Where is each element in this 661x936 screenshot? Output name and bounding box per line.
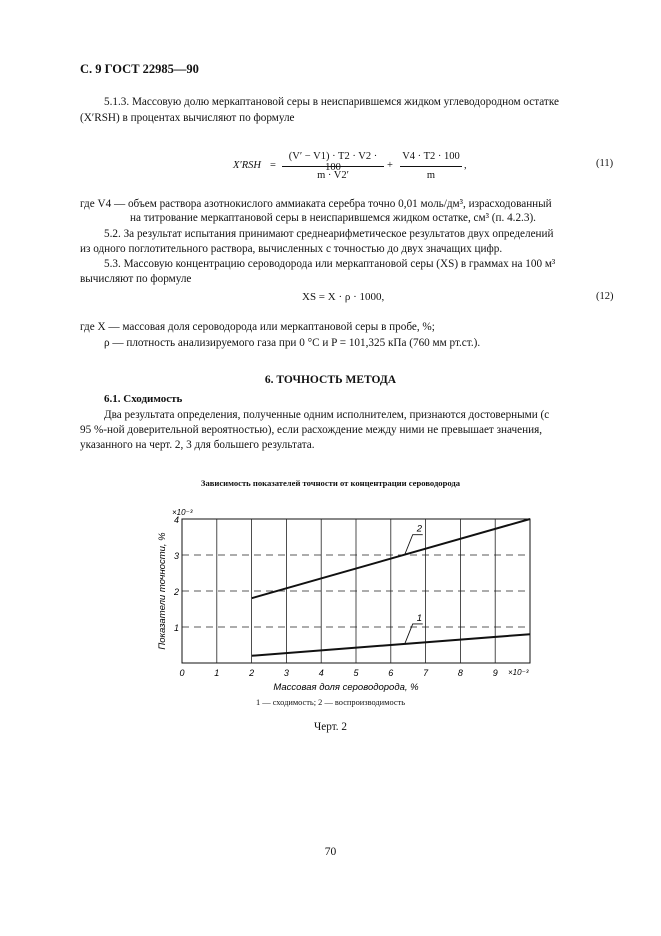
series-label-1: 1 <box>416 612 423 624</box>
x-tick-label: 8 <box>457 668 463 678</box>
s513-line1: 5.1.3. Массовую долю меркаптановой серы в неиспарившемся жидком углеводородном остатке <box>104 96 559 108</box>
s61-line3: указанного на черт. 2, 3 для большего результата. <box>80 439 315 451</box>
chart-y-label: Показатели точности, % <box>157 532 168 650</box>
chart-x-label: Массовая доля сероводорода, % <box>273 682 419 693</box>
x-tick-label: 1 <box>214 668 220 678</box>
formula11-eq: = <box>270 160 276 171</box>
s53-line1: 5.3. Массовую концентрацию сероводорода или меркаптановой серы (XS) в граммах на 100 м³ <box>104 258 556 270</box>
s61-line1: Два результата определения, полученные одним исполнителем, признаются достоверными (с <box>104 409 550 421</box>
s53-line2: вычисляют по формуле <box>80 273 192 285</box>
chart-x-ticks <box>179 668 497 678</box>
x-tick-label: 4 <box>318 668 324 678</box>
formula11-num1: (V′ − V1) · T2 · V2 · 100 <box>288 151 378 173</box>
chart-y-ticks <box>173 515 179 633</box>
where1-line2: на титрование меркаптановой серы в неиспарившемся жидком остатке, см³ (п. 4.2.3). <box>130 212 536 224</box>
x-tick-label: 2 <box>249 668 255 678</box>
s513-line2: (X′RSH) в процентах вычисляют по формуле <box>80 112 295 124</box>
x-tick-label: 0 <box>179 668 185 678</box>
formula11-num2: V4 · T2 · 100 <box>402 151 460 162</box>
formula11-line1 <box>282 166 384 167</box>
s52-line2: из одного поглотительного раствора, вычисленных с точностью до двух значащих цифр. <box>80 243 503 255</box>
where2-line1: где X — массовая доля сероводорода или меркаптановой серы в пробе, %; <box>80 321 435 333</box>
chart <box>0 505 661 705</box>
page-number: 70 <box>324 846 337 858</box>
y-tick-label: 4 <box>173 515 179 525</box>
chart-caption: 1 — сходимость; 2 — воспроизводимость <box>255 698 406 707</box>
y-tick-label: 1 <box>173 623 179 633</box>
formula11-den2: m <box>426 170 436 181</box>
x-tick-label: 7 <box>423 668 429 678</box>
s61-heading: 6.1. Сходимость <box>104 393 183 405</box>
section-6-heading: 6. ТОЧНОСТЬ МЕТОДА <box>264 374 397 386</box>
s61-line2: 95 %-ной доверительной вероятностью), если расхождение между ними не превышает значения, <box>80 424 543 436</box>
formula11-line2 <box>400 166 462 167</box>
x-tick-label: 9 <box>492 668 498 678</box>
chart-title: Зависимость показателей точности от концентрации сероводорода <box>200 478 461 488</box>
formula11-number: (11) <box>596 158 614 169</box>
formula11-plus: + <box>387 160 393 171</box>
formula12-number: (12) <box>596 291 614 302</box>
chart-x-multiplier: ×10⁻³ <box>508 668 529 677</box>
y-tick-label: 2 <box>173 587 179 597</box>
formula11-lhs: X′RSH <box>233 160 261 171</box>
where2-line2: ρ — плотность анализируемого газа при 0 °С и P = 101,325 кПа (760 мм рт.ст.). <box>104 337 481 349</box>
where1-line1: где V4 — объем раствора азотнокислого аммиаката серебра точно 0,01 моль/дм³, израсходованный <box>80 198 552 210</box>
x-tick-label: 6 <box>388 668 394 678</box>
chart-y-multiplier: ×10⁻³ <box>172 508 193 517</box>
page-header: С. 9 ГОСТ 22985—90 <box>80 62 199 76</box>
s52-line1: 5.2. За результат испытания принимают среднеарифметическое результатов двух определений <box>104 228 554 240</box>
formula11-den1: m · V2′ <box>317 170 349 181</box>
formula11-comma: , <box>464 160 467 171</box>
x-tick-label: 3 <box>283 668 289 678</box>
series-label-2: 2 <box>416 523 423 535</box>
figure-label: Черт. 2 <box>314 721 347 733</box>
y-tick-label: 3 <box>173 551 179 561</box>
chart-grid <box>182 519 530 663</box>
formula-12: XS = X · ρ · 1000, <box>302 291 385 303</box>
x-tick-label: 5 <box>353 668 359 678</box>
